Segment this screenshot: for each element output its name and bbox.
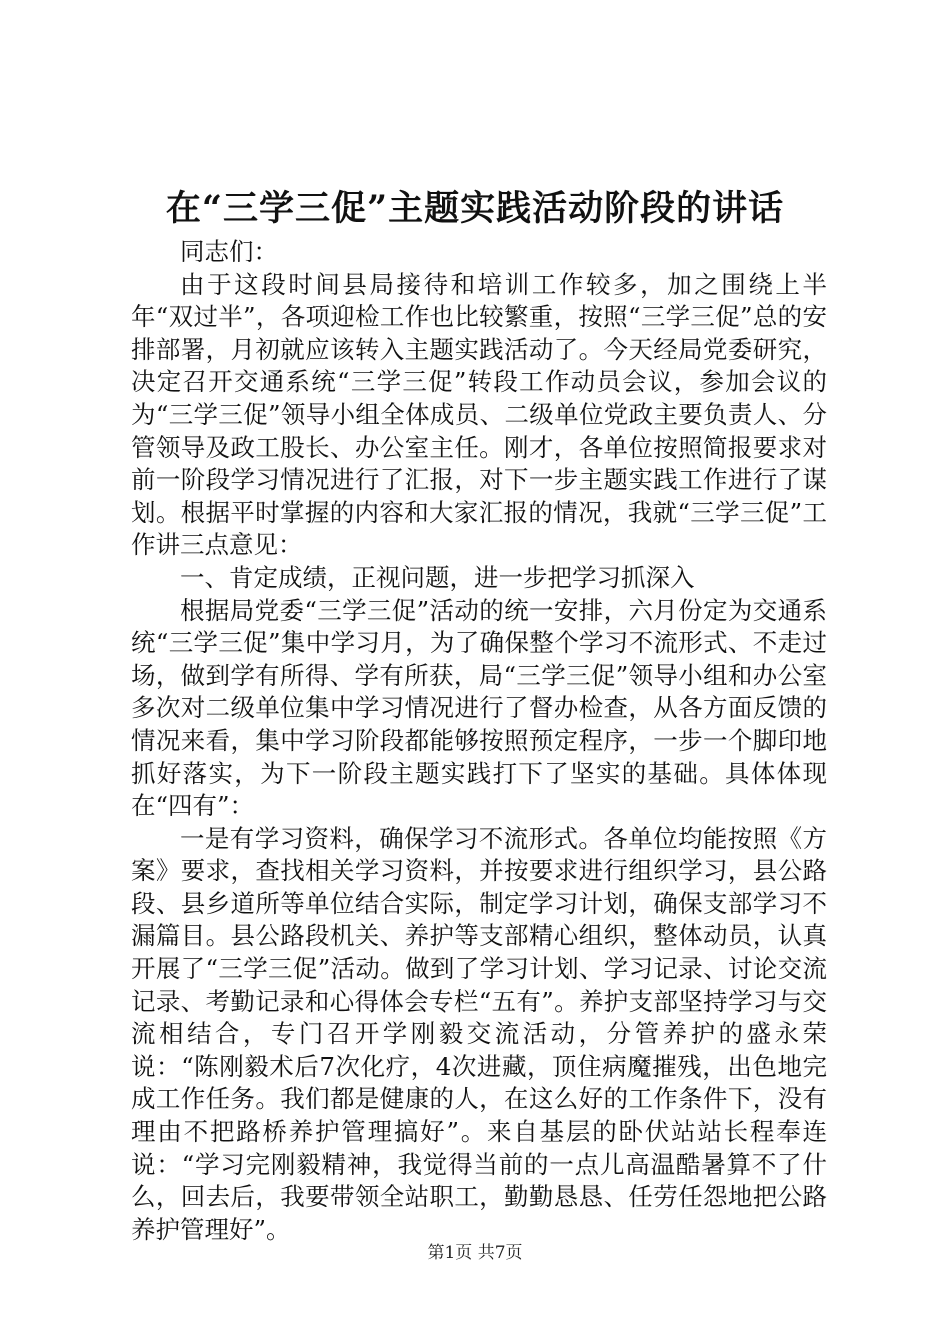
salutation: 同志们：: [180, 237, 278, 266]
paragraph: 由于这段时间县局接待和培训工作较多，加之围绕上半年“双过半”，各项迎检工作也比较繁重，按照“三学三促”总的安排部署，月初就应该转入主题实践活动了。今天经局党委研究，决定召开交通系统“三学三促”转段工作动员会议，参加会议的为“三学三促”领导小组全体成员、二级单位党政主要负责人、分管领导及政工股长、办公室主任。刚才，各单位按照简报要求对前一阶段学习情况进行了汇报，对下一步主题实践工作进行了谋划。根据平时掌握的内容和大家汇报的情况，我就“三学三促”工作讲三点意见：: [131, 269, 827, 560]
paragraph: 根据局党委“三学三促”活动的统一安排，六月份定为交通系统“三学三促”集中学习月，为了确保整个学习不流形式、不走过场，做到学有所得、学有所获，局“三学三促”领导小组和办公室多次对二级单位集中学习情况进行了督办检查，从各方面反馈的情况来看，集中学习阶段都能够按照预定程序，一步一个脚印地抓好落实，为下一阶段主题实践打下了坚实的基础。具体体现在“四有”：: [131, 595, 827, 821]
page-number-footer: 第1页 共7页: [427, 1243, 523, 1263]
section-heading: 一、肯定成绩，正视问题，进一步把学习抓深入: [180, 562, 695, 592]
document-body: [131, 236, 827, 1246]
paragraph: 一是有学习资料，确保学习不流形式。各单位均能按照《方案》要求，查找相关学习资料，并按要求进行组织学习，县公路段、县乡道所等单位结合实际，制定学习计划，确保支部学习不漏篇目。县公路段机关、养护等支部精心组织，整体动员，认真开展了“三学三促”活动。做到了学习计划、学习记录、讨论交流记录、考勤记录和心得体会专栏“五有”。养护支部坚持学习与交流相结合，专门召开学刚毅交流活动，分管养护的盛永荣说：“陈刚毅术后7次化疗，4次进藏，顶住病魔摧残，出色地完成工作任务。我们都是健康的人，在这么好的工作条件下，没有理由不把路桥养护管理搞好”。来自基层的卧伏站站长程奉连说：“学习完刚毅精神，我觉得当前的一点儿高温酷暑算不了什么，回去后，我要带领全站职工，勤勤恳恳、任劳任怨地把公路养护管理好”。: [131, 823, 827, 1244]
document-title: 在“三学三促”主题实践活动阶段的讲话: [165, 188, 785, 229]
